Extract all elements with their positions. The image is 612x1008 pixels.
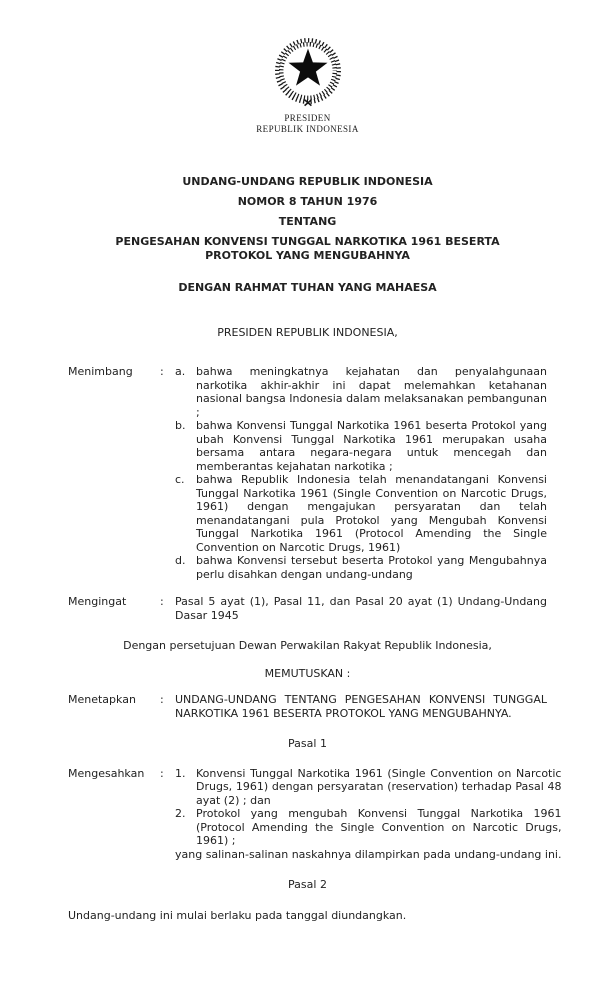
- pasal2-heading: Pasal 2: [288, 878, 327, 891]
- mengesahkan-colon: :: [160, 766, 164, 780]
- mengesahkan-item-1: [175, 767, 561, 808]
- agreement-line: Dengan persetujuan Dewan Perwakilan Rakyat Republik Indonesia,: [123, 639, 492, 652]
- doc-subject-line1: PENGESAHAN KONVENSI TUNGGAL NARKOTIKA 1961 BESERTA: [115, 235, 500, 248]
- menimbang-item-a: [175, 365, 547, 419]
- item-text: bahwa Konvensi Tunggal Narkotika 1961 beserta Protokol yang ubah Konvensi Tunggal Narkotika 1961 merupakan usaha bersama antara negara-negara untuk mencegah dan memberantas kejahatan narkotika ;: [196, 419, 547, 473]
- item-text: bahwa meningkatnya kejahatan dan penyalahgunaan narkotika akhir-akhir ini dapat melemahkan ketahanan nasional bangsa Indonesia dalam melaksanakan pembangunan ;: [196, 365, 547, 419]
- menimbang-item-c: [175, 473, 547, 554]
- menimbang-item-b: [175, 419, 547, 473]
- mengesahkan-item-2: [175, 807, 561, 848]
- item-marker: b.: [175, 419, 186, 432]
- star-icon: [288, 49, 327, 86]
- presidential-seal: [68, 33, 547, 135]
- mengesahkan-label: Mengesahkan: [68, 766, 145, 780]
- seal-org-line2: REPUBLIK INDONESIA: [256, 124, 359, 134]
- mengesahkan-content: [175, 767, 561, 862]
- mengingat-text: Pasal 5 ayat (1), Pasal 11, dan Pasal 20 ayat (1) Undang-Undang Dasar 1945: [175, 595, 547, 622]
- mengingat-colon: :: [160, 595, 164, 608]
- menetapkan-text: UNDANG-UNDANG TENTANG PENGESAHAN KONVENSI TUNGGAL NARKOTIKA 1961 BESERTA PROTOKOL YANG MENGUBAHNYA.: [175, 693, 547, 720]
- doc-number-line: NOMOR 8 TAHUN 1976: [237, 195, 378, 208]
- item-marker: c.: [175, 473, 185, 486]
- state-seal-icon: [269, 33, 347, 111]
- item-marker: d.: [175, 554, 186, 567]
- mengesahkan-closing-line: yang salinan-salinan naskahnya dilampirkan pada undang-undang ini.: [175, 847, 562, 861]
- doc-subject-line2: PROTOKOL YANG MENGUBAHNYA: [205, 248, 410, 262]
- document-title-block: [68, 175, 547, 339]
- pasal1-heading: Pasal 1: [288, 737, 327, 750]
- menetapkan-colon: :: [160, 693, 164, 706]
- doc-tentang-line: TENTANG: [278, 215, 337, 228]
- pasal2-text: Undang-undang ini mulai berlaku pada tanggal diundangkan.: [68, 908, 407, 922]
- menetapkan-clause: [68, 693, 547, 720]
- mengingat-label: Mengingat: [68, 595, 127, 608]
- menimbang-item-d: [175, 554, 547, 581]
- mengingat-clause: [68, 595, 547, 622]
- seal-org-line1: PRESIDEN: [284, 113, 331, 123]
- menimbang-content: [175, 365, 547, 581]
- item-text: bahwa Republik Indonesia telah menandatangani Konvensi Tunggal Narkotika 1961 (Single Convention on Narcotic Drugs, 1961) dengan mengajukan persyaratan dan telah menandatangani pula Protokol yang Mengubah Konvensi Tunggal Narkotika 1961 (Protocol Amending the Single Convention on Narcotic Drugs, 1961): [196, 473, 547, 554]
- menimbang-colon: :: [160, 365, 164, 378]
- item-marker: a.: [175, 365, 186, 378]
- item-text: Konvensi Tunggal Narkotika 1961 (Single Convention on Narcotic Drugs, 1961) dengan persyaratan (reservation) terhadap Pasal 48 ayat (2) ; dan: [196, 766, 562, 807]
- mengesahkan-clause: [68, 766, 562, 862]
- item-text: Protokol yang mengubah Konvensi Tunggal Narkotika 1961 (Protocol Amending the Single Convention on Narcotic Drugs, 1961) ;: [196, 807, 562, 847]
- menetapkan-label: Menetapkan: [68, 693, 136, 706]
- issuer-line: PRESIDEN REPUBLIK INDONESIA,: [217, 325, 398, 339]
- item-marker: 2.: [175, 807, 186, 820]
- memutuskan-heading: MEMUTUSKAN :: [264, 666, 351, 680]
- menimbang-label: Menimbang: [68, 365, 133, 378]
- menimbang-clause: [68, 365, 547, 581]
- item-marker: 1.: [175, 766, 186, 780]
- item-text: bahwa Konvensi tersebut beserta Protokol yang Mengubahnya perlu disahkan dengan undang-undang: [196, 554, 547, 581]
- invocation-line: DENGAN RAHMAT TUHAN YANG MAHAESA: [178, 281, 437, 294]
- doc-title-line: UNDANG-UNDANG REPUBLIK INDONESIA: [182, 175, 433, 188]
